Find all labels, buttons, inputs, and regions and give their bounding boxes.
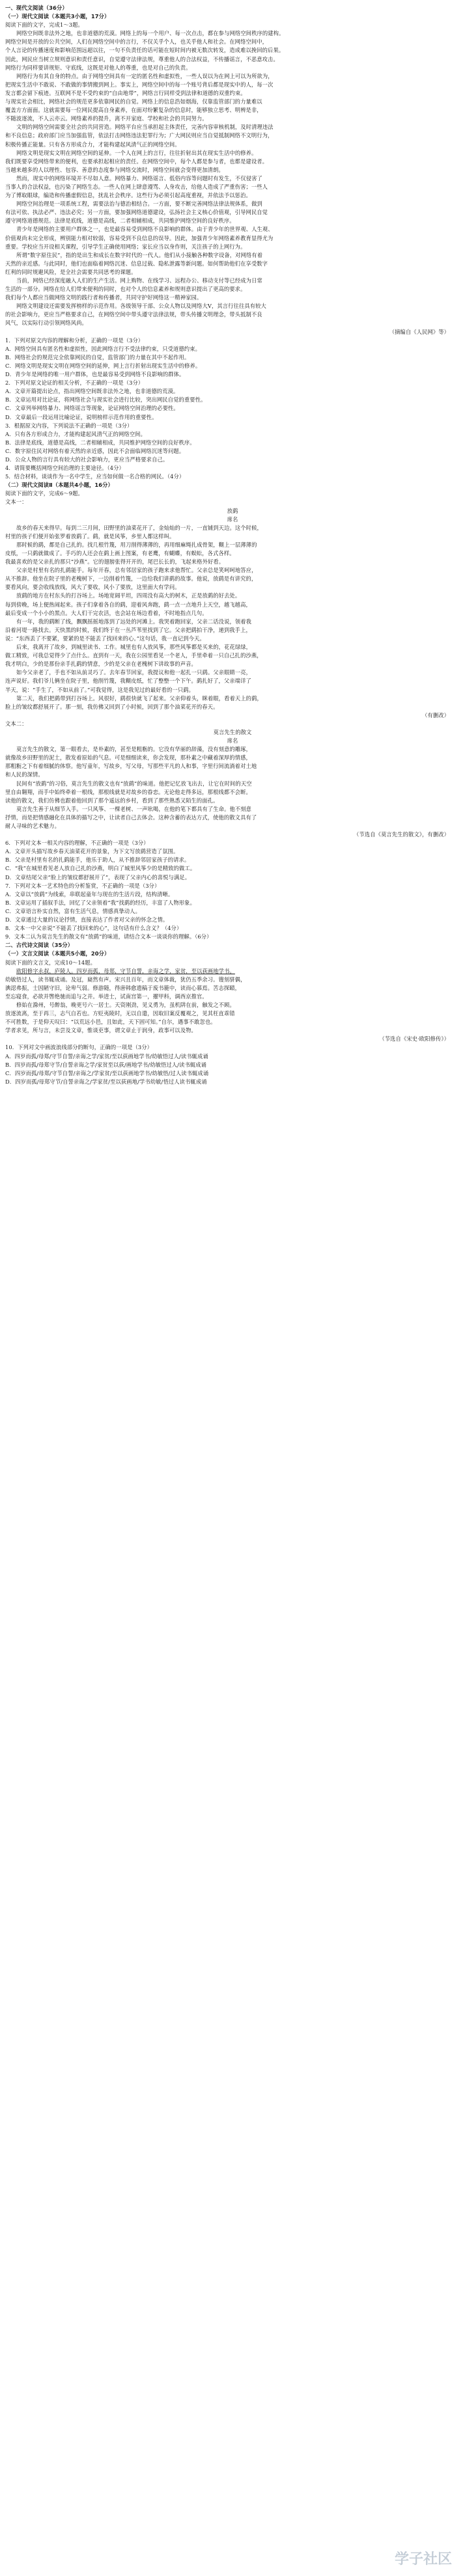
text-line: D．文章最后一段运用比喻论证，说明榜样示范作用的重要性。 bbox=[5, 413, 158, 420]
text-line: 4．请简要概括网络空间治理的主要途径。（4分） bbox=[5, 465, 124, 472]
text-line: 风气，以实际行动引领网络风尚。 bbox=[5, 320, 87, 327]
text-line: 有一年，我的鹞断了线，飘飘摇摇地落到了远处的河滩上。我哭着跑回家，父亲二话没说，领着我 bbox=[16, 618, 252, 625]
site-watermark: 学子社区 bbox=[394, 2551, 452, 2568]
text-line: C．文章语言朴实自然，富有生活气息，情感真挚动人。 bbox=[5, 907, 141, 914]
text-line: 个人言论的传播速度和影响范围远超以往，一句不负责任的话可能在短时间内被无数次转发，造成难以挽回的后果。 bbox=[5, 47, 285, 54]
text-line: 我才明白，少的是那份亲手扎鹞的情意，少的是父亲在老槐树下讲故事的声音。 bbox=[5, 661, 197, 668]
text-line: 网络行为同样要讲规矩、守底线，这既是对他人的尊重，也是对自己的负责。 bbox=[5, 64, 191, 71]
text-line: 当越来越多的人以理性、包容、善意的态度参与网络交流时，网络空间就会变得更加清朗。 bbox=[5, 166, 224, 173]
text-line: 那粗粝之下有着细腻的体察。他写童年，写故乡，写父母，写那些平凡的人和事，字里行间流淌着对土地 bbox=[5, 763, 257, 770]
text-line: 9．文本二认为莫言先生的散文有“放鹞”的味道，请结合文本一谈谈你的理解。（6分） bbox=[5, 933, 212, 940]
text-line: 网络空间治理是一项系统工程，需要法治与德治相结合。一方面，要不断完善网络法律法规体系，做到 bbox=[16, 200, 262, 208]
text-line: 5．结合材料，谈谈作为一名中学生，应当如何做一名合格的网民。（4分） bbox=[5, 473, 185, 480]
text-line: 我们既要享受网络带来的便利，也要承担起相应的责任。在网络空间中，每个人都是参与者，也都是建设者。 bbox=[5, 158, 268, 165]
text-line: 说：“东西丢了不要紧，要紧的是不能丢了找回来的心。”这句话，我一直记到今天。 bbox=[5, 635, 205, 642]
text-line: 放鹞 bbox=[227, 507, 238, 514]
text-line: 青少年是网络的主要用户群体之一，也是最容易受到网络不良影响的群体。由于青少年的世界观、人生观、 bbox=[16, 226, 274, 233]
text-line: 1．下列对原文内容的理解和分析，正确的一项是（3分） bbox=[5, 336, 144, 344]
text-line: 覆盖方方面面。这就需要每一位网民提高自身素养，在面对纷繁复杂的信息时，能够独立思考、明辨是非， bbox=[5, 107, 262, 114]
text-line: A．文章以“放鹞”为线索，串联起童年与现在的生活片段，结构清晰。 bbox=[5, 890, 174, 897]
text-line: 放鹞的地方在村东头的打谷场上。场地宽阔平坦，四周没有高大的树木，正是放鹞的好去处。 bbox=[16, 592, 241, 599]
text-line: 莫言先生的散文，第一眼看去，是朴素的，甚至是粗粝的。它没有华丽的辞藻，没有刻意的雕琢， bbox=[16, 746, 252, 753]
text-line: D．公众人物的言行具有较大的社会影响力，更应当严格要求自己。 bbox=[5, 456, 169, 463]
text-line: 幼敏悟过人，读书辄成诵。及冠，嶷然有声。宋兴且百年，而文章体裁，犹仍五季余习。锼刻骈偶， bbox=[5, 976, 246, 983]
text-line: 把现实生活中不敢说、不敢做的事情搬到网上。事实上，网络空间中的每一个账号背后都是现实中的人，每一次 bbox=[5, 81, 274, 88]
text-line: 红利的同时规避风险，是全社会需要共同思考的课题。 bbox=[5, 268, 137, 275]
text-line: 就像故乡田野里的泥土，散发着原始的气息。可是细细读来，你会发现，那朴素之中藏着深厚的情感， bbox=[5, 754, 251, 761]
text-line: A．只有各方形成合力，才能构建起风清气正的网络空间。 bbox=[5, 430, 147, 437]
text-line: C．四岁而孤/母郑/守节自誓/亲诲之/学家贫/至以荻画地学书/幼敏悟/过人读书辄成诵 bbox=[5, 1069, 209, 1076]
text-line: 父亲是村里有名的扎鹞能手。每年开春，总有邻居家的孩子跑来求他帮忙。父亲总是笑呵呵地答应， bbox=[16, 567, 257, 574]
text-line: 不随波逐流，不人云亦云。网络素养的提升，离不开家庭、学校和社会的共同努力。 bbox=[5, 115, 208, 122]
text-line: 如今父亲老了，手也不如从前灵巧了。去年春节回家，我提议和他一起扎一只鹞。父亲眼睛一亮， bbox=[16, 669, 252, 676]
text-line: 第二天，我们把鹞带到打谷场上。风很好，鹞很快就飞了起来。父亲仰着头，眯着眼，看着天上的鹞， bbox=[16, 694, 262, 702]
text-line: 发言都会留下痕迹。互联网不是不受约束的“自由地带”，网络言行同样受到法律和道德的双重约束。 bbox=[5, 89, 246, 96]
section-heading: （二）现代文阅读Ⅱ（本题共4小题，16分） bbox=[5, 482, 113, 489]
text-line: 至忘寝食，必欲并辔绝驰而追与之并。举进士，试南宫第一，擢甲科，调西京推官。 bbox=[5, 993, 208, 1000]
text-line: D．四岁而孤/母郑守节/自誓亲诲之/学家贫/至以荻画地/学书幼敏/悟过人读书辄成诵 bbox=[5, 1078, 207, 1085]
text-line: 从不推辞。他坐在院子里的老槐树下，一边削着竹篾，一边给我们讲鹞的故事。他说，放鹞是有讲究的， bbox=[5, 575, 257, 582]
text-line: 10．下列对文中画波浪线部分的断句，正确的一项是（3分） bbox=[5, 1044, 153, 1051]
text-line: 所谓“数字原住民”，指的是出生和成长在数字时代的一代人。他们从小接触各种数字设备，对网络有着 bbox=[16, 251, 263, 258]
document-body bbox=[5, 4, 460, 1086]
text-line: D．文章结尾父亲“脸上的皱纹都舒展开了”，表现了父亲内心的喜悦与满足。 bbox=[5, 873, 191, 881]
text-line: 网络文明建设还需要发挥榜样的示范作用。各级领导干部、公众人物以及网络大V，其言行往往具有较大 bbox=[16, 303, 266, 310]
text-line: 后来，我离开了故乡，到城里读书、工作。城里也有人放风筝，那些风筝都是买来的，花花绿绿， bbox=[16, 644, 252, 651]
text-line: （节选自《莫言先生的散文》，有删改） bbox=[354, 831, 449, 838]
text-line: 故乡的春天来得早。每到二三月间，田野里的油菜花开了，金灿灿的一片，一直铺到天边。这个时候， bbox=[16, 524, 262, 531]
text-line: B．法律是底线，道德是高线，二者相辅相成，共同维护网络空间的良好秩序。 bbox=[5, 439, 195, 446]
text-line: 和人民的深情。 bbox=[5, 771, 44, 778]
text-line: 村里的孩子们便开始张罗着放鹞了。鹞，就是风筝，乡里人都这样叫。 bbox=[5, 532, 175, 540]
text-line: A．文章开头描写故乡春天油菜花开的景象，为下文写放鹞营造了氛围。 bbox=[5, 848, 179, 855]
text-line: 因此，网民应当树立规则意识和责任意识，自觉遵守法律法规，尊重他人的合法权益，不传播谣言，不恶意攻击。 bbox=[5, 55, 279, 62]
text-line: 每到傍晚，场上便热闹起来。孩子们拿着各自的鹞，迎着风奔跑，鹞一点一点地升上天空，越飞越高， bbox=[5, 601, 251, 608]
text-line: A．文章开篇提出论点，指出网络空间既非法外之地，也非道德的荒漠。 bbox=[5, 388, 179, 395]
text-line: 那时候的鹞，都是自己扎的。找几根竹篾，用刀削得薄薄的，再用细麻绳扎成骨架，糊上一层薄薄的 bbox=[16, 541, 257, 548]
text-line: （摘编自《人民网》等） bbox=[389, 328, 449, 335]
text-line: 皮纸，一只鹞就做成了。手巧的人还会在鹞上画上图案，有老鹰，有蝴蝶，有蜈蚣，各式各样。 bbox=[5, 550, 235, 556]
text-line: 民间有“放鹞”的习俗，莫言先生的散文也有“放鹞”的味道。他把记忆放飞出去，让它在时间的天空 bbox=[16, 780, 252, 787]
text-line: 我们每个人都应当做网络文明的践行者和传播者，共同守护好网络这一精神家园。 bbox=[5, 294, 203, 301]
text-line: 和不良信息；政府部门应当加强监管，依法打击网络违法犯罪行为；广大网民则应当自觉抵制网络不文明行为， bbox=[5, 132, 274, 139]
text-line: 脸上的皱纹都舒展开了。那一刻，我仿佛又回到了小时候，回到了那个油菜花开的春天。 bbox=[5, 703, 219, 710]
text-line: 积极传播正能量。只有各方形成合力，才能构建起风清气正的网络空间。 bbox=[5, 141, 180, 148]
text-line: B．文章运用对比论证，将网络社会与现实社会进行比较，突出网民自觉的重要性。 bbox=[5, 396, 206, 404]
text-line: 然而，现实中的网络环境并不尽如人意。网络暴力、网络谣言、低俗内容等问题时有发生，不仅侵害了 bbox=[16, 174, 262, 182]
text-line: 网络行为有其自身的特点。由于网络空间具有一定的匿名性和虚拟性，一些人误以为在网上可以为所欲为， bbox=[16, 72, 274, 79]
text-line: 我最喜欢的是父亲扎的那只“沙燕”。它的翅膀张得开开的，尾巴长长的，飞起来格外好看。 bbox=[5, 558, 225, 566]
text-line: B．网络社会的规范完全依靠网民的自觉，监管部门的力量在其中不起作用。 bbox=[5, 353, 190, 361]
text-line: 网络空间既非法外之地，也非道德的荒漠。网络上的每一个用户、每一次点击，都在参与网络空间秩序的建构。 bbox=[16, 30, 285, 37]
text-line: 6．下列对文本一相关内容的理解，不正确的一项是（3分） bbox=[5, 840, 149, 847]
text-line: 的社会影响力，更应当严格要求自己，在网络空间中带头遵守法律法规，带头传播文明理念，带头抵制不良 bbox=[5, 311, 262, 318]
text-line: 为了博取眼球，编造和传播虚假信息，扰乱社会秩序。这些行为必须引起高度重视，并依法予以惩治。 bbox=[5, 192, 251, 199]
text-line: 修始在滁州，号醉翁，晚更号六一居士。天资刚劲，见义勇为，虽机阱在前，触发之不顾。 bbox=[16, 1001, 235, 1008]
text-line: C．文章列举网络暴力、网络谣言等现象，论证网络空间治理的必要性。 bbox=[5, 405, 179, 412]
text-line: B．父亲是村里有名的扎鹞能手，他乐于助人，从不推辞邻居家孩子的请求。 bbox=[5, 856, 190, 864]
text-line: 半天，说：“手生了，不如从前了。”可我觉得，这是我见过的最好看的一只鹞。 bbox=[5, 686, 195, 693]
text-line: 遵守网络道德规范。法律是底线，道德是高线，二者相辅相成，共同维护网络空间的良好秩序。 bbox=[5, 217, 235, 225]
text-line: D．文章通过大量的议论抒情，直接表达了作者对父亲的怀念之情。 bbox=[5, 916, 169, 924]
text-line: 3．根据原文内容，下列说法不正确的一项是（3分） bbox=[5, 422, 133, 429]
text-line: 席名 bbox=[227, 515, 238, 523]
text-line: 不可胜数，于是仰天叹曰：“以荒远小邑，且如此，天下固可知。”自尔，遇事不敢忽也。 bbox=[5, 1019, 216, 1026]
section-heading: （一）现代文阅读（本题共3小题，17分） bbox=[5, 13, 110, 20]
text-line: 有法可依、执法必严、违法必究；另一方面，要加强网络道德建设，弘扬社会主义核心价值观，引导网民自觉 bbox=[5, 209, 268, 216]
text-line: 当事人的合法权益，也污染了网络生态。一些人在网上肆意谩骂、人身攻击，给他人造成了严重伤害；一些人 bbox=[5, 183, 268, 190]
section-heading: 一、现代文阅读（36分） bbox=[5, 5, 68, 11]
text-line: 文本二： bbox=[5, 720, 27, 727]
text-line: 耐人寻味的艺术魅力。 bbox=[5, 823, 60, 829]
text-line: 网络文明是现实文明在网络空间的延伸。一个人在网上的言行，往往折射出其在现实生活中的修养。 bbox=[16, 149, 257, 156]
text-line: 7．下列对文本一艺术特色的分析鉴赏，不正确的一项是（3分） bbox=[5, 882, 160, 889]
text-line: 莫言先生的散文 bbox=[213, 728, 252, 735]
text-line: 文本一： bbox=[5, 499, 27, 506]
text-line: 放逐流离，至于再三，志气自若也。方贬夷陵时，无以自遣，因取旧案反覆观之，见其枉直乖错 bbox=[5, 1010, 235, 1017]
text-line: 欧阳修字永叔，庐陵人。四岁而孤，母郑，守节自誓，亲诲之学，家贫，至以荻画地学书。 bbox=[16, 967, 235, 974]
text-line: 抒情，而是把情感融化在具体的描写之中，让读者自己去体会。这种含蓄的表达方式，使他的散文具有了 bbox=[5, 814, 257, 821]
text-line: 2．下列对原文论证的相关分析，不正确的一项是（3分） bbox=[5, 379, 144, 387]
text-line: 学者求见，所与言，未尝及文章，惟谈吏事，谓文章止于润身，政事可以及物。 bbox=[5, 1027, 197, 1034]
text-line: 读他的散文，我们仿佛也跟着他回到了那个遥远的乡村，看到了那些熟悉又陌生的面孔。 bbox=[5, 797, 219, 804]
text-line: 里自由翱翔，而手中始终牵着一根线，那根线就是对故乡的眷恋。无论他走得多远，那根线都不会断。 bbox=[5, 788, 251, 795]
text-line: 价值观尚未完全形成，辨别能力相对较弱，容易受到不良信息的误导。因此，加强青少年网络素养教育显得尤为 bbox=[5, 234, 274, 241]
text-line: 重要。学校应当开设相关课程，引导学生正确使用网络；家长应当以身作则，关注孩子的上网行为。 bbox=[5, 243, 246, 250]
text-line: 与现实社会相比，网络社会的规范更多依靠网民的自觉。网络上的信息浩如烟海，仅靠监管部门的力量难以 bbox=[5, 98, 262, 105]
section-heading: （一）文言文阅读（本题共5小题，20分） bbox=[5, 950, 110, 957]
text-line: 连声说好。我们爷儿俩坐在院子里，他削竹篾，我糊皮纸，忙了整整一个下午。鹞扎好了，父亲端详了 bbox=[5, 678, 251, 685]
text-line: 做工精致，可我总觉得少了点什么。直到有一天，我在公园里看见一个老人，手里牵着一只自己扎的沙燕， bbox=[5, 652, 262, 659]
text-line: 席名 bbox=[227, 737, 238, 745]
text-line: 当前，网络已经深度融入人们的生产生活。网上购物、在线学习、远程办公、移动支付等已经成为日常 bbox=[16, 277, 262, 284]
text-line: C．数字原住民对网络有着天然的亲近感，因此不会面临网络沉迷等问题。 bbox=[5, 447, 185, 454]
text-line: 沿着河堤一路找去。天快黑的时候，我们终于在一丛芦苇里找到了它。父亲把鹞拍干净，递到我手上， bbox=[5, 626, 251, 633]
text-line: 阅读下面的文字，完成1～3题。 bbox=[5, 21, 83, 29]
text-line: C．“我”在城里看见老人放自己扎的沙燕，明白了城里风筝少的是精致的做工。 bbox=[5, 865, 196, 872]
text-line: 淟涊弗振，士因陋守旧，论卑气弱。修游随，得唐韩愈遗稿于废书簏中，读而心慕焉。苦志探赜， bbox=[5, 984, 241, 991]
text-line: 8．文本一中父亲说“不能丢了找回来的心”，这句话有什么含义？（4分） bbox=[5, 925, 182, 932]
text-line: 要看风向，要会收线放线，风大了要收，风小了要放，这里面大有学问。 bbox=[5, 584, 180, 591]
text-line: 文明的网络空间需要全社会的共同营造。网络平台应当承担起主体责任，完善内容审核机制，及时清理违法 bbox=[16, 124, 274, 131]
text-line: B．文章运用了插叙手法，回忆了父亲领着“我”找鹞的经历，丰富了人物形象。 bbox=[5, 899, 195, 906]
text-line: 网络空间是开放的公共空间，人们在网络空间中的言行，不仅关乎个人，也关乎他人和社会。在网络空间中， bbox=[5, 38, 268, 46]
text-line: 生活的一部分。网络在给人们带来便利的同时，也对个人的信息素养和规则意识提出了更高的要求。 bbox=[5, 286, 246, 293]
text-line: A．四岁而孤/母郑/守节自誓/亲诲之学/家贫/至以荻画地学书/幼敏悟过人/读书辄成诵 bbox=[5, 1052, 208, 1060]
text-line: D．青少年是网络的唯一用户群体，也是最容易受到网络不良影响的群体。 bbox=[5, 371, 185, 378]
text-line: A．网络空间具有匿名性和虚拟性，因此网络言行不受法律约束，只受道德约束。 bbox=[5, 345, 201, 352]
text-line: C．网络文明是现实文明在网络空间的延伸，网上言行折射出现实生活中的修养。 bbox=[5, 362, 201, 369]
text-line: 天然的亲近感。与此同时，他们也面临着网络沉迷、信息过载、隐私泄露等新问题。如何帮助他们在享受数字 bbox=[5, 260, 268, 267]
text-line: 阅读下面的文字，完成6～9题。 bbox=[5, 490, 83, 497]
text-line: （有删改） bbox=[422, 711, 449, 719]
section-heading: 二、古代诗文阅读（35分） bbox=[5, 942, 74, 949]
text-line: 最后变成一个小小的黑点。大人们干完农活，也会站在场边看着，不时地指点几句。 bbox=[5, 609, 208, 616]
text-line: （节选自《宋史·欧阳修传》） bbox=[379, 1035, 449, 1043]
text-line: B．四岁而孤/母郑守节/自誓亲诲之学/家贫至以荻/画地学书/幼敏悟过人/读书辄成诵 bbox=[5, 1061, 207, 1068]
text-line: 莫言先生善于从细节入手。一只风筝、一棵老树、一声吆喝，在他的笔下都具有了生命。他不刻意 bbox=[16, 805, 252, 812]
text-line: 阅读下面的文言文，完成10～14题。 bbox=[5, 959, 96, 966]
